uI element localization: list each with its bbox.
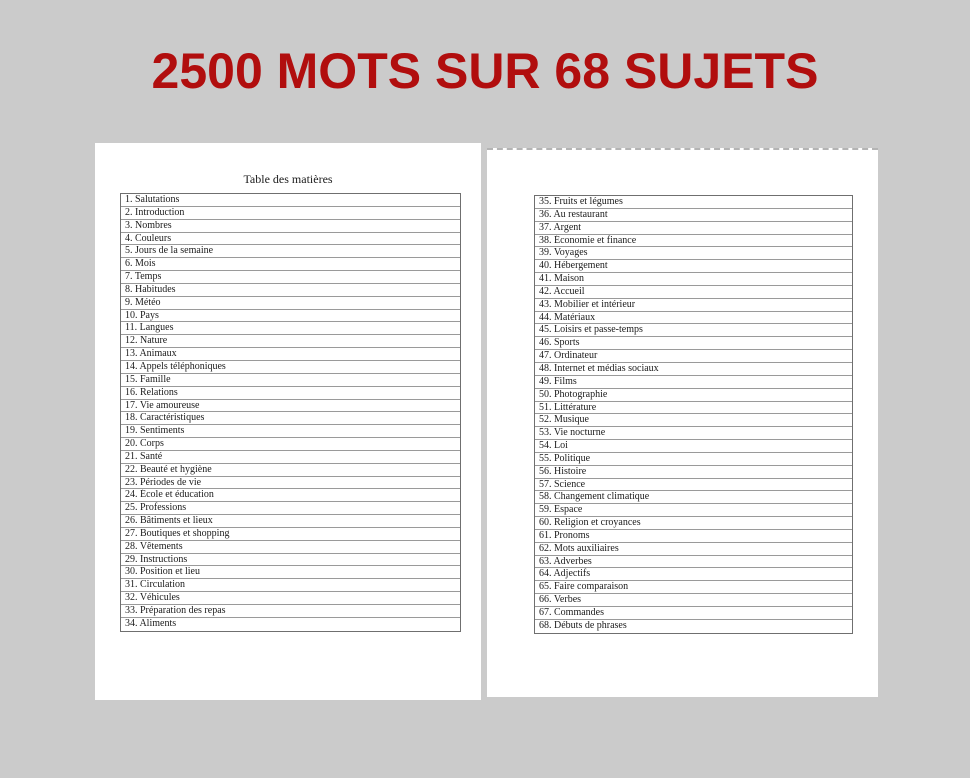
toc-row: 3. Nombres <box>121 220 460 233</box>
toc-row: 14. Appels téléphoniques <box>121 361 460 374</box>
toc-row: 8. Habitudes <box>121 284 460 297</box>
toc-row: 20. Corps <box>121 438 460 451</box>
toc-row: 6. Mois <box>121 258 460 271</box>
toc-row: 49. Films <box>535 376 852 389</box>
toc-row: 4. Couleurs <box>121 233 460 246</box>
toc-row: 16. Relations <box>121 387 460 400</box>
toc-row: 2. Introduction <box>121 207 460 220</box>
toc-row: 44. Matériaux <box>535 312 852 325</box>
toc-row: 28. Vêtements <box>121 541 460 554</box>
toc-row: 1. Salutations <box>121 194 460 207</box>
toc-row: 46. Sports <box>535 337 852 350</box>
toc-row: 54. Loi <box>535 440 852 453</box>
toc-row: 37. Argent <box>535 222 852 235</box>
toc-row: 59. Espace <box>535 504 852 517</box>
toc-row: 41. Maison <box>535 273 852 286</box>
toc-row: 21. Santé <box>121 451 460 464</box>
toc-table-right <box>534 195 853 634</box>
toc-row: 13. Animaux <box>121 348 460 361</box>
left-page <box>95 143 481 700</box>
toc-row: 53. Vie nocturne <box>535 427 852 440</box>
toc-row: 60. Religion et croyances <box>535 517 852 530</box>
toc-row: 32. Véhicules <box>121 592 460 605</box>
toc-row: 39. Voyages <box>535 247 852 260</box>
toc-row: 61. Pronoms <box>535 530 852 543</box>
toc-row: 36. Au restaurant <box>535 209 852 222</box>
toc-row: 18. Caractéristiques <box>121 412 460 425</box>
toc-row: 68. Débuts de phrases <box>539 619 627 631</box>
toc-row: 22. Beauté et hygiène <box>121 464 460 477</box>
toc-row: 34. Aliments <box>125 617 177 629</box>
toc-row: 23. Périodes de vie <box>121 477 460 490</box>
toc-row: 9. Météo <box>121 297 460 310</box>
toc-row: 33. Préparation des repas <box>121 605 460 618</box>
toc-row: 15. Famille <box>121 374 460 387</box>
toc-row: 57. Science <box>535 479 852 492</box>
toc-row: 29. Instructions <box>121 554 460 567</box>
toc-row: 38. Économie et finance <box>535 235 852 248</box>
toc-row: 62. Mots auxiliaires <box>535 543 852 556</box>
toc-row: 63. Adverbes <box>535 556 852 569</box>
toc-row: 5. Jours de la semaine <box>121 245 460 258</box>
right-page <box>487 148 878 697</box>
toc-row: 66. Verbes <box>535 594 852 607</box>
toc-row: 47. Ordinateur <box>535 350 852 363</box>
toc-row: 56. Histoire <box>535 466 852 479</box>
toc-row: 42. Accueil <box>535 286 852 299</box>
toc-row: 11. Langues <box>121 322 460 335</box>
toc-row: 27. Boutiques et shopping <box>121 528 460 541</box>
toc-row: 31. Circulation <box>121 579 460 592</box>
toc-row: 58. Changement climatique <box>535 491 852 504</box>
toc-row: 26. Bâtiments et lieux <box>121 515 460 528</box>
toc-heading: Table des matières <box>243 172 333 186</box>
toc-row: 52. Musique <box>535 414 852 427</box>
toc-row: 40. Hébergement <box>535 260 852 273</box>
toc-row: 64. Adjectifs <box>535 568 852 581</box>
toc-row: 7. Temps <box>121 271 460 284</box>
toc-row: 51. Littérature <box>535 402 852 415</box>
toc-row: 50. Photographie <box>535 389 852 402</box>
toc-row: 55. Politique <box>535 453 852 466</box>
toc-row: 25. Professions <box>121 502 460 515</box>
toc-row: 24. École et éducation <box>121 489 460 502</box>
toc-row: 65. Faire comparaison <box>535 581 852 594</box>
toc-row: 48. Internet et médias sociaux <box>535 363 852 376</box>
page-title: 2500 MOTS SUR 68 SUJETS <box>151 43 819 99</box>
toc-table-left <box>120 193 461 632</box>
toc-row: 12. Nature <box>121 335 460 348</box>
toc-row: 30. Position et lieu <box>121 566 460 579</box>
toc-row: 10. Pays <box>121 310 460 323</box>
toc-row: 45. Loisirs et passe-temps <box>535 324 852 337</box>
toc-row: 35. Fruits et légumes <box>535 196 852 209</box>
toc-row: 17. Vie amoureuse <box>121 400 460 413</box>
toc-row: 19. Sentiments <box>121 425 460 438</box>
toc-row: 43. Mobilier et intérieur <box>535 299 852 312</box>
toc-row: 67. Commandes <box>535 607 852 620</box>
